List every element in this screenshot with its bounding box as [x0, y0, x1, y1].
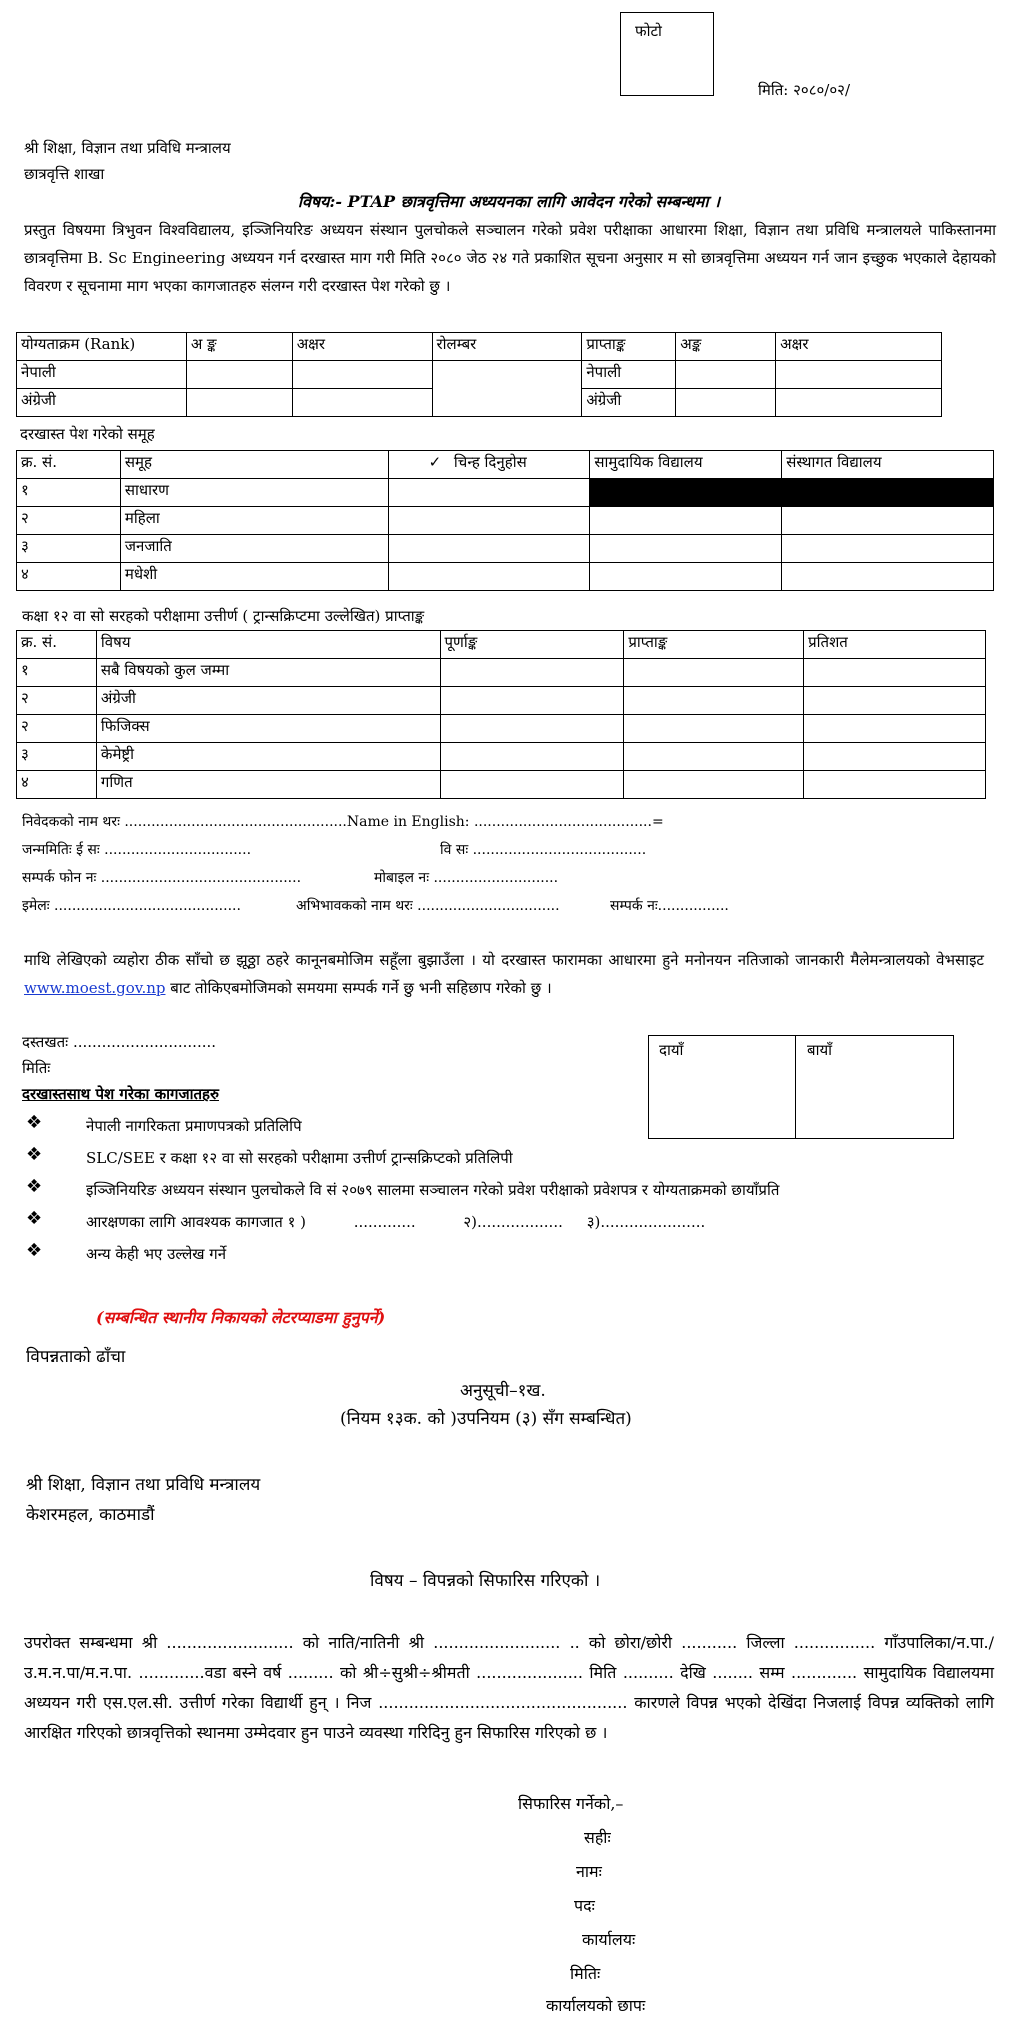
- group-name: जनजाति: [120, 535, 388, 563]
- obtained-marks-cell[interactable]: [624, 687, 804, 715]
- addressee-line2: छात्रवृत्ति शाखा: [24, 165, 105, 183]
- photo-box: [620, 12, 714, 96]
- group-sn: ३: [17, 535, 121, 563]
- mark-header: [388, 451, 590, 479]
- dob-ad-field[interactable]: जन्ममितिः ई सः .................................: [22, 842, 252, 858]
- documents-heading: दरखास्तसाथ पेश गरेका कागजातहरु: [22, 1085, 219, 1103]
- rank-cell[interactable]: [676, 361, 776, 389]
- rank-cell[interactable]: [776, 361, 942, 389]
- bullet-icon: ❖: [26, 1208, 43, 1229]
- declaration-text-2: बाट तोकिएबमोजिमको समयमा सम्पर्क गर्ने छु भनी सहिछाप गरेको छु ।: [165, 979, 552, 997]
- roll-number-header: रोलम्बर: [432, 333, 582, 361]
- bullet-icon: ❖: [26, 1144, 43, 1165]
- right-thumb-label: दायाँ: [659, 1041, 684, 1059]
- marks-sn: ३: [17, 743, 97, 771]
- check-icon: ✓: [428, 453, 442, 471]
- marks-subject: केमेष्ट्री: [96, 743, 440, 771]
- photo-label: फोटो: [635, 22, 662, 40]
- score-header: अ ङ्क: [186, 333, 292, 361]
- community-cell[interactable]: [590, 507, 782, 535]
- group-table: [16, 450, 994, 591]
- group-mark-cell[interactable]: [388, 563, 590, 591]
- group-name: साधारण: [120, 479, 388, 507]
- roll-number-cell[interactable]: [432, 361, 582, 417]
- percentage-cell[interactable]: [804, 659, 986, 687]
- marks-sn: ४: [17, 771, 97, 799]
- rank-cell[interactable]: [776, 389, 942, 417]
- full-marks-header: पूर्णाङ्क: [440, 631, 624, 659]
- rank-table: [16, 332, 942, 417]
- document-item: इञ्जिनियरिङ अध्ययन संस्थान पुलचोकले वि सं २०७९ सालमा सञ्चालन गरेको प्रवेश परीक्षाको प्रवेशपत्र र योग्यताक्रमको छायाँप्रति: [86, 1181, 780, 1199]
- group-sn: २: [17, 507, 121, 535]
- letterpad-note: (सम्बन्धित स्थानीय निकायको लेटरप्याडमा हुनुपर्ने): [96, 1308, 386, 1327]
- letter-header-right: अक्षर: [776, 333, 942, 361]
- marks-subject: गणित: [96, 771, 440, 799]
- marks-subject: अंग्रेजी: [96, 687, 440, 715]
- left-thumb-label: बायाँ: [807, 1041, 833, 1059]
- contact-field[interactable]: सम्पर्क नः................: [610, 898, 729, 914]
- letter-header: अक्षर: [292, 333, 432, 361]
- rank-cell[interactable]: [186, 389, 292, 417]
- addressee-line1: श्री शिक्षा, विज्ञान तथा प्रविधि मन्त्रालय: [24, 139, 231, 157]
- rank-header: योग्यताक्रम (Rank): [17, 333, 187, 361]
- signature-field[interactable]: दस्तखतः ..............................: [22, 1033, 217, 1051]
- thumbprint-box: [648, 1035, 954, 1139]
- poverty-template-label: विपन्नताको ढाँचा: [26, 1347, 126, 1367]
- group-name-header: समूह: [120, 451, 388, 479]
- obtained-marks-cell[interactable]: [624, 743, 804, 771]
- addressee2-line1: श्री शिक्षा, विज्ञान तथा प्रविधि मन्त्रालय: [26, 1475, 261, 1495]
- institutional-cell[interactable]: [782, 563, 994, 591]
- group-sn: ४: [17, 563, 121, 591]
- marks-subject: फिजिक्स: [96, 715, 440, 743]
- bullet-icon: ❖: [26, 1176, 43, 1197]
- subject-line: विषय:- PTAP छात्रवृत्तिमा अध्ययनका लागि आवेदन गरेको सम्बन्धमा ।: [297, 192, 721, 211]
- subject2-line: विषय – विपन्नको सिफारिस गरिएको ।: [370, 1571, 601, 1591]
- rank-row-english: अंग्रेजी: [17, 389, 187, 417]
- group-mark-cell[interactable]: [388, 479, 590, 507]
- obtained-marks-cell[interactable]: [624, 771, 804, 799]
- annex-subtitle: (नियम १३क. को )उपनियम (३) सँग सम्बन्धित): [340, 1409, 632, 1429]
- obtained-marks-cell[interactable]: [624, 715, 804, 743]
- recommender-post: पदः: [574, 1896, 595, 1915]
- marks-sn: २: [17, 687, 97, 715]
- full-marks-cell[interactable]: [440, 715, 624, 743]
- document-item: अन्य केही भए उल्लेख गर्ने: [86, 1245, 227, 1263]
- website-link[interactable]: www.moest.gov.np: [24, 979, 166, 997]
- full-marks-cell[interactable]: [440, 659, 624, 687]
- obtained-marks-header: प्राप्ताङ्क: [624, 631, 804, 659]
- addressee2-line2: केशरमहल, काठमाडौं: [26, 1505, 155, 1525]
- percentage-header: प्रतिशत: [804, 631, 986, 659]
- blacked-cell: [782, 479, 994, 507]
- document-item: SLC/SEE र कक्षा १२ वा सो सरहको परीक्षामा उत्तीर्ण ट्रान्सक्रिप्टको प्रतिलिपी: [86, 1149, 513, 1167]
- percentage-cell[interactable]: [804, 715, 986, 743]
- date-top: मिति: २०८०/०२/: [758, 81, 851, 99]
- institutional-cell[interactable]: [782, 535, 994, 563]
- rank-cell[interactable]: [292, 361, 432, 389]
- rank-cell[interactable]: [186, 361, 292, 389]
- marks-subject-header: विषय: [96, 631, 440, 659]
- group-sn-header: क्र. सं.: [17, 451, 121, 479]
- full-marks-cell[interactable]: [440, 687, 624, 715]
- group-mark-cell[interactable]: [388, 507, 590, 535]
- rank-cell[interactable]: [676, 389, 776, 417]
- document-item: आरक्षणका लागि आवश्यक कागजात १ ) ............. २).................. ३)......................: [86, 1213, 706, 1231]
- marks-table: [16, 630, 986, 799]
- marks-subject: सबै विषयको कुल जम्मा: [96, 659, 440, 687]
- rank-row-nepali: नेपाली: [17, 361, 187, 389]
- mark-header-label: चिन्ह दिनुहोस: [453, 453, 527, 471]
- group-name: मधेशी: [120, 563, 388, 591]
- marks-sn-header: क्र. सं.: [17, 631, 97, 659]
- marks-section-label: कक्षा १२ वा सो सरहको परीक्षामा उत्तीर्ण ( ट्रान्सक्रिप्टमा उल्लेखित) प्राप्ताङ्क: [22, 607, 425, 625]
- community-school-header: सामुदायिक विद्यालय: [590, 451, 782, 479]
- percentage-cell[interactable]: [804, 743, 986, 771]
- community-cell[interactable]: [590, 563, 782, 591]
- declaration-paragraph: [24, 946, 984, 1002]
- mobile-field[interactable]: मोबाइल नः ............................: [374, 870, 559, 886]
- recommender-signature: सहीः: [584, 1828, 611, 1847]
- guardian-field[interactable]: अभिभावकको नाम थरः ................................: [296, 898, 560, 914]
- thumb-divider: [795, 1036, 796, 1138]
- institutional-cell[interactable]: [782, 507, 994, 535]
- rank-row-english-right: अंग्रेजी: [582, 389, 676, 417]
- recommender-heading: सिफारिस गर्नेको,–: [518, 1794, 624, 1813]
- recommender-office: कार्यालयः: [582, 1930, 636, 1949]
- full-marks-cell[interactable]: [440, 743, 624, 771]
- marks-sn: १: [17, 659, 97, 687]
- marks-sn: २: [17, 715, 97, 743]
- recommendation-paragraph: उपरोक्त सम्बन्धमा श्री ......................... को नाति/नातिनी श्री ......................... .. को छोरा/छोरी ........... जिल्ला ................ गाँउपालिका/न.पा./उ.म.न.पा/म.न.पा. .............वडा बस्ने वर्ष ......... को श्री÷सुश्री÷श्रीमती ..................... मिति .......... देखि ........ सम्म ............. सामुदायिक विद्यालयमा अध्ययन गरी एस.एल.सी. उत्तीर्ण गरेका विद्यार्थी हुन् । निज ................................................. कारणले विपन्न भएको देखिंदा निजलाई विपन्न व्यक्तिको लागि आरक्षित गरिएको छात्रवृत्तिको स्थानमा उम्मेदवार हुन पाउने व्यवस्था गरिदिनु हुन सिफारिस गरिएको छ ।: [24, 1633, 994, 1742]
- percentage-cell[interactable]: [804, 771, 986, 799]
- rank-cell[interactable]: [292, 389, 432, 417]
- obtained-header: प्राप्ताङ्क: [582, 333, 676, 361]
- intro-paragraph: प्रस्तुत विषयमा त्रिभुवन विश्वविद्यालय, इञ्जिनियरिङ अध्ययन संस्थान पुलचोकले सञ्चालन गरेको प्रवेश परीक्षाका आधारमा शिक्षा, विज्ञान तथा प्रविधि मन्त्रालयले पाकिस्तानमा छात्रवृत्तिमा B. Sc Engineering अध्ययन गर्न दरखास्त माग गरी मिति २०८० जेठ २४ गते प्रकाशित सूचना अनुसार म सो छात्रवृत्तिमा अध्ययन गर्न जान इच्छुक भएकाले देहायको विवरण र सूचनामा माग भएका कागजातहरु संलग्न गरी दरखास्त पेश गरेको छु ।: [24, 221, 996, 295]
- annex-title: अनुसूची–१ख.: [460, 1381, 546, 1401]
- applicant-name-field[interactable]: निवेदकको नाम थरः ..................................................Name in English: ........................................=: [22, 814, 664, 830]
- recommender-name: नामः: [576, 1862, 602, 1881]
- blacked-cell: [590, 479, 782, 507]
- recommender-date: मितिः: [570, 1964, 601, 1983]
- bullet-icon: ❖: [26, 1112, 43, 1133]
- bullet-icon: ❖: [26, 1240, 43, 1261]
- community-cell[interactable]: [590, 535, 782, 563]
- group-section-label: दरखास्त पेश गरेको समूह: [20, 425, 155, 443]
- dob-bs-field[interactable]: वि सः .......................................: [440, 842, 647, 858]
- marks-header: अङ्क: [676, 333, 776, 361]
- group-mark-cell[interactable]: [388, 535, 590, 563]
- document-item: नेपाली नागरिकता प्रमाणपत्रको प्रतिलिपि: [86, 1117, 302, 1135]
- phone-field[interactable]: सम्पर्क फोन नः .............................................: [22, 870, 302, 886]
- email-field[interactable]: इमेलः ..........................................: [22, 898, 241, 914]
- percentage-cell[interactable]: [804, 687, 986, 715]
- rank-row-nepali-right: नेपाली: [582, 361, 676, 389]
- group-name: महिला: [120, 507, 388, 535]
- group-sn: १: [17, 479, 121, 507]
- institutional-school-header: संस्थागत विद्यालय: [782, 451, 994, 479]
- date-label: मितिः: [22, 1059, 51, 1077]
- recommender-stamp: कार्यालयको छापः: [546, 1996, 646, 2015]
- full-marks-cell[interactable]: [440, 771, 624, 799]
- obtained-marks-cell[interactable]: [624, 659, 804, 687]
- declaration-text-1: माथि लेखिएको व्यहोरा ठीक साँचो छ झूठ्ठा ठहरे कानूनबमोजिम सहूँला बुझाउँला । यो दरखास्त फारामका आधारमा हुने मनोनयन नतिजाको जानकारी मैलेमन्त्रालयको वेभसाइट: [24, 951, 984, 969]
